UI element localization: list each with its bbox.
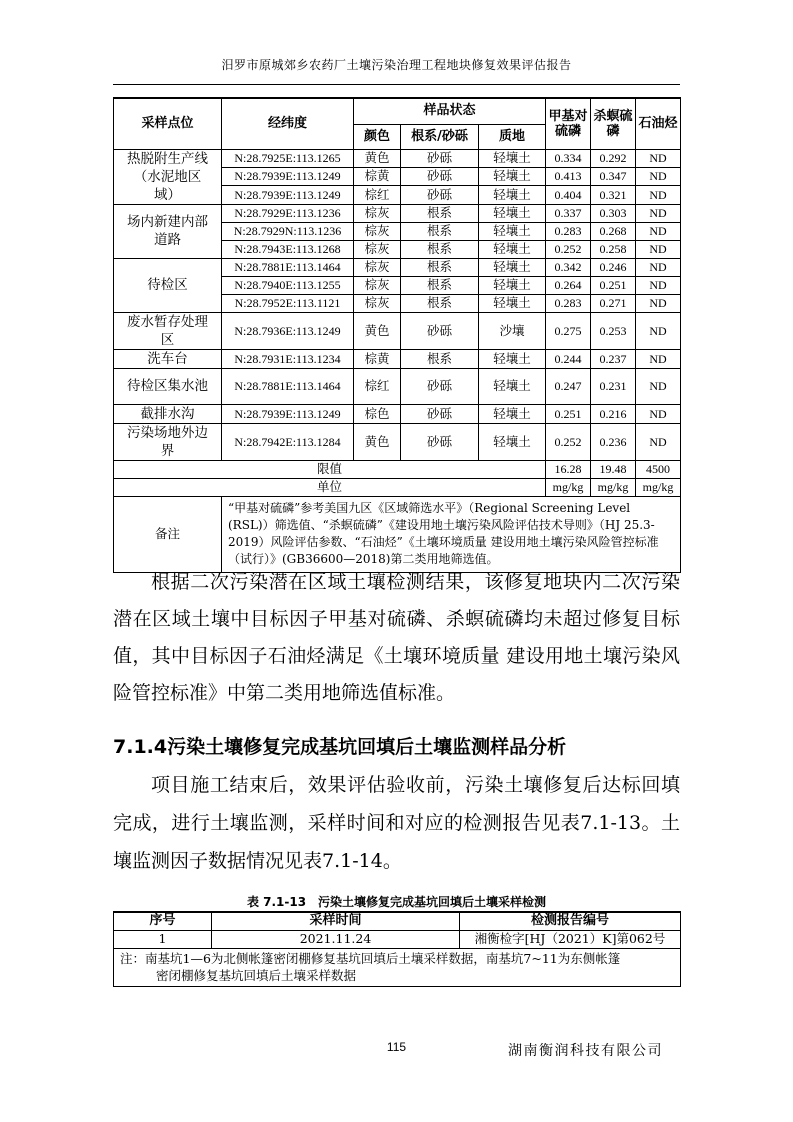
limit-value: 16.28 bbox=[546, 460, 591, 478]
limit-value: 19.48 bbox=[591, 460, 636, 478]
texture-cell: 轻壤土 bbox=[479, 276, 546, 294]
value-cell: ND bbox=[636, 149, 681, 167]
section-heading: 7.1.4污染土壤修复完成基坑回填后土壤监测样品分析 bbox=[113, 736, 567, 758]
root-cell: 砂砾 bbox=[401, 404, 479, 423]
color-cell: 棕红 bbox=[354, 368, 401, 404]
value-cell: 0.253 bbox=[591, 312, 636, 349]
limit-row bbox=[114, 460, 681, 478]
header-site: 采样点位 bbox=[114, 98, 222, 149]
color-cell: 棕灰 bbox=[354, 240, 401, 258]
texture-cell: 沙壤 bbox=[479, 312, 546, 349]
site-cell: 洗车台 bbox=[114, 349, 222, 368]
value-cell: 0.252 bbox=[546, 423, 591, 460]
value-cell: ND bbox=[636, 404, 681, 423]
value-cell: ND bbox=[636, 186, 681, 204]
color-cell: 棕灰 bbox=[354, 294, 401, 312]
table-row bbox=[114, 423, 681, 460]
table-body bbox=[114, 149, 681, 460]
conclusion-paragraph: 根据二次污染潜在区域土壤检测结果，该修复地块内二次污染潜在区域土壤中目标因子甲基对硫磷、杀螟硫磷均未超过修复目标值，其中目标因子石油烃满足《土壤环境质量 建设用地土壤污染风险管控标准》中第二类用地筛选值标准。 bbox=[113, 571, 680, 704]
table-caption: 表 7.1-13 污染土壤修复完成基坑回填后土壤采样检测 bbox=[246, 895, 547, 909]
value-cell: 0.247 bbox=[546, 368, 591, 404]
color-cell: 棕红 bbox=[354, 186, 401, 204]
header-rule bbox=[113, 84, 680, 85]
table-row bbox=[114, 312, 681, 349]
value-cell: 0.413 bbox=[546, 167, 591, 185]
remark-row bbox=[114, 496, 681, 572]
coord-cell: N:28.7929N:113.1236 bbox=[222, 222, 354, 240]
color-cell: 棕灰 bbox=[354, 222, 401, 240]
texture-cell: 轻壤土 bbox=[479, 368, 546, 404]
site-cell: 截排水沟 bbox=[114, 404, 222, 423]
value-cell: 0.283 bbox=[546, 222, 591, 240]
value-cell: 0.342 bbox=[546, 258, 591, 276]
coord-cell: N:28.7940E:113.1255 bbox=[222, 276, 354, 294]
coord-cell: N:28.7942E:113.1284 bbox=[222, 423, 354, 460]
page-number: 115 bbox=[386, 1040, 407, 1054]
sampling-results-table bbox=[113, 97, 681, 573]
texture-cell: 轻壤土 bbox=[479, 423, 546, 460]
header-color: 颜色 bbox=[354, 124, 401, 149]
coord-cell: N:28.7881E:113.1464 bbox=[222, 258, 354, 276]
coord-cell: N:28.7929E:113.1236 bbox=[222, 204, 354, 222]
value-cell: 0.268 bbox=[591, 222, 636, 240]
color-cell: 棕黄 bbox=[354, 167, 401, 185]
row-time: 2021.11.24 bbox=[212, 930, 460, 948]
value-cell: 0.337 bbox=[546, 204, 591, 222]
site-cell: 热脱附生产线（水泥地区域） bbox=[114, 149, 222, 204]
value-cell: ND bbox=[636, 294, 681, 312]
sampling-schedule-table bbox=[113, 911, 681, 987]
texture-cell: 轻壤土 bbox=[479, 204, 546, 222]
texture-cell: 轻壤土 bbox=[479, 222, 546, 240]
header-fenitrothion: 杀螟硫磷 bbox=[591, 98, 636, 149]
value-cell: 0.246 bbox=[591, 258, 636, 276]
coord-cell: N:28.7936E:113.1249 bbox=[222, 312, 354, 349]
row-no: 1 bbox=[114, 930, 212, 948]
site-cell: 场内新建内部道路 bbox=[114, 204, 222, 258]
root-cell: 根系 bbox=[401, 204, 479, 222]
unit-value: mg/kg bbox=[591, 478, 636, 496]
color-cell: 棕灰 bbox=[354, 276, 401, 294]
site-cell: 污染场地外边界 bbox=[114, 423, 222, 460]
coord-cell: N:28.7952E:113.1121 bbox=[222, 294, 354, 312]
header-methyl-parathion: 甲基对硫磷 bbox=[546, 98, 591, 149]
table-row bbox=[114, 368, 681, 404]
unit-row bbox=[114, 478, 681, 496]
note-line: 密闭棚修复基坑回填后土壤采样数据 bbox=[156, 967, 357, 983]
header-time: 采样时间 bbox=[212, 912, 460, 930]
root-cell: 根系 bbox=[401, 349, 479, 368]
table-row bbox=[114, 930, 681, 948]
schedule-body bbox=[114, 930, 681, 948]
value-cell: 0.258 bbox=[591, 240, 636, 258]
value-cell: ND bbox=[636, 423, 681, 460]
value-cell: 0.237 bbox=[591, 349, 636, 368]
coord-cell: N:28.7943E:113.1268 bbox=[222, 240, 354, 258]
remark-label: 备注 bbox=[114, 496, 222, 572]
value-cell: ND bbox=[636, 258, 681, 276]
unit-label: 单位 bbox=[114, 478, 546, 496]
coord-cell: N:28.7939E:113.1249 bbox=[222, 404, 354, 423]
color-cell: 棕色 bbox=[354, 404, 401, 423]
site-cell: 待检区 bbox=[114, 258, 222, 312]
header-title: 汨罗市原城郊乡农药厂土壤污染治理工程地块修复效果评估报告 bbox=[221, 58, 572, 72]
color-cell: 棕灰 bbox=[354, 258, 401, 276]
coord-cell: N:28.7881E:113.1464 bbox=[222, 368, 354, 404]
texture-cell: 轻壤土 bbox=[479, 258, 546, 276]
value-cell: ND bbox=[636, 204, 681, 222]
value-cell: ND bbox=[636, 167, 681, 185]
texture-cell: 轻壤土 bbox=[479, 167, 546, 185]
root-cell: 根系 bbox=[401, 276, 479, 294]
value-cell: 0.283 bbox=[546, 294, 591, 312]
table-row bbox=[114, 404, 681, 423]
root-cell: 根系 bbox=[401, 240, 479, 258]
remark-text: “甲基对硫磷”参考美国九区《区域筛选水平》（Regional Screening Level (RSL)）筛选值、“杀螟硫磷”《建设用地土壤污染风险评估技术导则》（HJ 25.3-2019）风险评估参数、“石油烃”《土壤环境质量 建设用地土壤污染风险管控标准（试行）》(GB36600—2018)第二类用地筛选值。 bbox=[222, 496, 681, 572]
root-cell: 根系 bbox=[401, 222, 479, 240]
texture-cell: 轻壤土 bbox=[479, 349, 546, 368]
texture-cell: 轻壤土 bbox=[479, 186, 546, 204]
root-cell: 根系 bbox=[401, 294, 479, 312]
coord-cell: N:28.7931E:113.1234 bbox=[222, 349, 354, 368]
value-cell: 0.303 bbox=[591, 204, 636, 222]
value-cell: 0.244 bbox=[546, 349, 591, 368]
value-cell: ND bbox=[636, 312, 681, 349]
color-cell: 黄色 bbox=[354, 423, 401, 460]
unit-value: mg/kg bbox=[546, 478, 591, 496]
table-note bbox=[114, 948, 681, 986]
root-cell: 砂砾 bbox=[401, 149, 479, 167]
value-cell: ND bbox=[636, 222, 681, 240]
color-cell: 棕灰 bbox=[354, 204, 401, 222]
texture-cell: 轻壤土 bbox=[479, 240, 546, 258]
root-cell: 砂砾 bbox=[401, 312, 479, 349]
texture-cell: 轻壤土 bbox=[479, 294, 546, 312]
table-row bbox=[114, 349, 681, 368]
coord-cell: N:28.7939E:113.1249 bbox=[222, 186, 354, 204]
limit-value: 4500 bbox=[636, 460, 681, 478]
root-cell: 砂砾 bbox=[401, 423, 479, 460]
table-row bbox=[114, 258, 681, 276]
table-row bbox=[114, 204, 681, 222]
root-cell: 砂砾 bbox=[401, 368, 479, 404]
row-report: 湘衡检字[HJ（2021）K]第062号 bbox=[460, 930, 681, 948]
value-cell: 0.275 bbox=[546, 312, 591, 349]
root-cell: 砂砾 bbox=[401, 186, 479, 204]
unit-value: mg/kg bbox=[636, 478, 681, 496]
value-cell: ND bbox=[636, 240, 681, 258]
texture-cell: 轻壤土 bbox=[479, 149, 546, 167]
value-cell: ND bbox=[636, 368, 681, 404]
table-row bbox=[114, 149, 681, 167]
value-cell: 0.252 bbox=[546, 240, 591, 258]
header-no: 序号 bbox=[114, 912, 212, 930]
intro-paragraph: 项目施工结束后，效果评估验收前，污染土壤修复后达标回填完成，进行土壤监测，采样时间和对应的检测报告见表7.1-13。土壤监测因子数据情况见表7.1-14。 bbox=[113, 774, 680, 872]
limit-label: 限值 bbox=[114, 460, 546, 478]
note-line: 注：南基坑1—6为北侧帐篷密闭棚修复基坑回填后土壤采样数据，南基坑7~11为东侧帐篷 bbox=[120, 950, 621, 966]
color-cell: 黄色 bbox=[354, 312, 401, 349]
color-cell: 棕黄 bbox=[354, 349, 401, 368]
coord-cell: N:28.7925E:113.1265 bbox=[222, 149, 354, 167]
header-texture: 质地 bbox=[479, 124, 546, 149]
value-cell: 0.251 bbox=[591, 276, 636, 294]
texture-cell: 轻壤土 bbox=[479, 404, 546, 423]
root-cell: 根系 bbox=[401, 258, 479, 276]
coord-cell: N:28.7939E:113.1249 bbox=[222, 167, 354, 185]
value-cell: 0.236 bbox=[591, 423, 636, 460]
header-state: 样品状态 bbox=[354, 98, 546, 124]
header-root: 根系/砂砾 bbox=[401, 124, 479, 149]
root-cell: 砂砾 bbox=[401, 167, 479, 185]
value-cell: 0.334 bbox=[546, 149, 591, 167]
value-cell: 0.292 bbox=[591, 149, 636, 167]
value-cell: 0.347 bbox=[591, 167, 636, 185]
value-cell: 0.264 bbox=[546, 276, 591, 294]
company-name: 湖南衡润科技有限公司 bbox=[508, 1043, 663, 1059]
value-cell: 0.321 bbox=[591, 186, 636, 204]
header-petroleum: 石油烃 bbox=[636, 98, 681, 149]
value-cell: 0.404 bbox=[546, 186, 591, 204]
value-cell: 0.251 bbox=[546, 404, 591, 423]
color-cell: 黄色 bbox=[354, 149, 401, 167]
value-cell: ND bbox=[636, 349, 681, 368]
header-coord: 经纬度 bbox=[222, 98, 354, 149]
site-cell: 废水暂存处理区 bbox=[114, 312, 222, 349]
site-cell: 待检区集水池 bbox=[114, 368, 222, 404]
value-cell: 0.271 bbox=[591, 294, 636, 312]
value-cell: 0.231 bbox=[591, 368, 636, 404]
value-cell: ND bbox=[636, 276, 681, 294]
header-report: 检测报告编号 bbox=[460, 912, 681, 930]
value-cell: 0.216 bbox=[591, 404, 636, 423]
